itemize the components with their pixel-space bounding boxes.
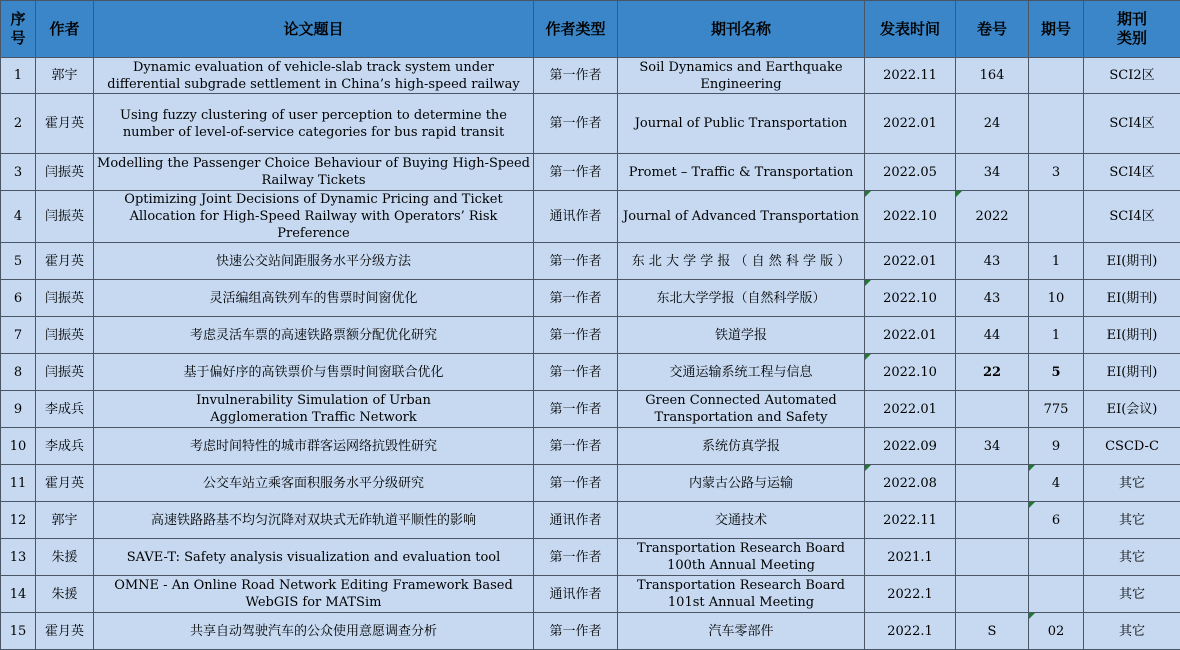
comment-marker-icon <box>1029 502 1035 508</box>
cell-issue-text: 02 <box>1048 624 1065 639</box>
cell-category: SCI4区 <box>1084 191 1180 243</box>
cell-date: 2022.1 <box>865 613 956 650</box>
cell-author: 李成兵 <box>36 391 94 428</box>
header-no: 序 号 <box>1 1 36 58</box>
cell-issue-text: 4 <box>1052 476 1060 491</box>
header-journal: 期刊名称 <box>618 1 865 58</box>
cell-category: EI(期刊) <box>1084 280 1180 317</box>
table-row <box>1 613 1180 650</box>
header-issue: 期号 <box>1029 1 1084 58</box>
cell-no: 4 <box>1 191 36 243</box>
cell-title: Modelling the Passenger Choice Behaviour of Buying High-Speed Railway Tickets <box>94 154 534 191</box>
cell-date: 2022.01 <box>865 391 956 428</box>
cell-issue: 3 <box>1029 154 1084 191</box>
cell-journal: Promet – Traffic & Transportation <box>618 154 865 191</box>
cell-author-type: 第一作者 <box>534 539 618 576</box>
cell-category: SCI2区 <box>1084 58 1180 94</box>
cell-issue: 9 <box>1029 428 1084 465</box>
cell-author-type: 第一作者 <box>534 613 618 650</box>
cell-issue-text: 6 <box>1052 513 1060 528</box>
header-volume: 卷号 <box>956 1 1029 58</box>
cell-title: 高速铁路路基不均匀沉降对双块式无砟轨道平顺性的影响 <box>94 502 534 539</box>
header-author-type: 作者类型 <box>534 1 618 58</box>
cell-author-type: 第一作者 <box>534 317 618 354</box>
cell-volume <box>956 576 1029 613</box>
cell-date: 2022.09 <box>865 428 956 465</box>
table-row <box>1 428 1180 465</box>
header-title: 论文题目 <box>94 1 534 58</box>
cell-author: 霍月英 <box>36 613 94 650</box>
cell-author: 闫振英 <box>36 354 94 391</box>
cell-volume-text: 2022 <box>975 209 1008 224</box>
cell-category: SCI4区 <box>1084 154 1180 191</box>
cell-journal: 交通技术 <box>618 502 865 539</box>
header-date: 发表时间 <box>865 1 956 58</box>
cell-journal: 东 北 大 学 学 报 （ 自 然 科 学 版 ） <box>618 243 865 280</box>
cell-date: 2022.01 <box>865 94 956 154</box>
cell-journal: Journal of Public Transportation <box>618 94 865 154</box>
cell-issue <box>1029 94 1084 154</box>
cell-volume: 43 <box>956 243 1029 280</box>
table-row <box>1 154 1180 191</box>
cell-author-type: 通讯作者 <box>534 191 618 243</box>
cell-category: 其它 <box>1084 539 1180 576</box>
table-row <box>1 317 1180 354</box>
cell-date: 2022.1 <box>865 576 956 613</box>
table-row <box>1 354 1180 391</box>
cell-no: 9 <box>1 391 36 428</box>
cell-volume: 24 <box>956 94 1029 154</box>
cell-journal: 汽车零部件 <box>618 613 865 650</box>
cell-author: 闫振英 <box>36 154 94 191</box>
table-row <box>1 576 1180 613</box>
cell-issue <box>1029 58 1084 94</box>
cell-issue <box>1029 539 1084 576</box>
cell-no: 12 <box>1 502 36 539</box>
cell-author: 霍月英 <box>36 465 94 502</box>
cell-journal: Transportation Research Board 100th Annual Meeting <box>618 539 865 576</box>
cell-title: 快速公交站间距服务水平分级方法 <box>94 243 534 280</box>
cell-title: 考虑时间特性的城市群客运网络抗毁性研究 <box>94 428 534 465</box>
cell-author: 霍月英 <box>36 243 94 280</box>
cell-journal: 内蒙古公路与运输 <box>618 465 865 502</box>
cell-date <box>865 191 956 243</box>
cell-title: 灵活编组高铁列车的售票时间窗优化 <box>94 280 534 317</box>
cell-date <box>865 354 956 391</box>
cell-journal: 东北大学学报（自然科学版） <box>618 280 865 317</box>
cell-issue: 1 <box>1029 243 1084 280</box>
cell-category: 其它 <box>1084 613 1180 650</box>
cell-issue <box>1029 502 1084 539</box>
cell-date-text: 2022.10 <box>883 365 937 380</box>
cell-category: 其它 <box>1084 465 1180 502</box>
cell-date: 2022.01 <box>865 243 956 280</box>
cell-volume <box>956 391 1029 428</box>
cell-volume: 43 <box>956 280 1029 317</box>
cell-date-text: 2022.10 <box>883 209 937 224</box>
cell-volume <box>956 502 1029 539</box>
table-row <box>1 465 1180 502</box>
cell-author: 李成兵 <box>36 428 94 465</box>
table-row <box>1 94 1180 154</box>
cell-title: OMNE - An Online Road Network Editing Framework Based WebGIS for MATSim <box>94 576 534 613</box>
cell-author-type: 第一作者 <box>534 243 618 280</box>
cell-title: Using fuzzy clustering of user perception to determine the number of level-of-service categories for bus rapid transit <box>94 94 534 154</box>
cell-volume: S <box>956 613 1029 650</box>
cell-title: 基于偏好序的高铁票价与售票时间窗联合优化 <box>94 354 534 391</box>
comment-marker-icon <box>956 191 962 197</box>
cell-journal: Transportation Research Board 101st Annual Meeting <box>618 576 865 613</box>
header-category: 期刊 类别 <box>1084 1 1180 58</box>
cell-issue <box>1029 576 1084 613</box>
cell-category: 其它 <box>1084 576 1180 613</box>
cell-date-text: 2022.10 <box>883 291 937 306</box>
table-row <box>1 280 1180 317</box>
cell-author: 闫振英 <box>36 191 94 243</box>
cell-author: 郭宇 <box>36 502 94 539</box>
cell-author-type: 第一作者 <box>534 94 618 154</box>
comment-marker-icon <box>865 191 871 197</box>
cell-title: Optimizing Joint Decisions of Dynamic Pricing and Ticket Allocation for High-Speed Railway with Operators’ Risk Preference <box>94 191 534 243</box>
cell-no: 11 <box>1 465 36 502</box>
cell-no: 13 <box>1 539 36 576</box>
cell-title: Dynamic evaluation of vehicle-slab track system under differential subgrade settlement in China’s high-speed railway <box>94 58 534 94</box>
cell-volume <box>956 191 1029 243</box>
cell-title: 共享自动驾驶汽车的公众使用意愿调查分析 <box>94 613 534 650</box>
cell-date: 2022.05 <box>865 154 956 191</box>
cell-journal: Soil Dynamics and Earthquake Engineering <box>618 58 865 94</box>
cell-no: 2 <box>1 94 36 154</box>
cell-author-type: 第一作者 <box>534 428 618 465</box>
cell-no: 5 <box>1 243 36 280</box>
header-row <box>1 1 1180 58</box>
cell-no: 8 <box>1 354 36 391</box>
cell-category: EI(期刊) <box>1084 354 1180 391</box>
comment-marker-icon <box>1029 465 1035 471</box>
cell-title: 考虑灵活车票的高速铁路票额分配优化研究 <box>94 317 534 354</box>
cell-journal: 系统仿真学报 <box>618 428 865 465</box>
comment-marker-icon <box>865 354 871 360</box>
comment-marker-icon <box>865 465 871 471</box>
cell-author-type: 第一作者 <box>534 280 618 317</box>
cell-volume: 22 <box>956 354 1029 391</box>
cell-no: 7 <box>1 317 36 354</box>
header-author: 作者 <box>36 1 94 58</box>
cell-date: 2022.01 <box>865 317 956 354</box>
cell-issue: 775 <box>1029 391 1084 428</box>
comment-marker-icon <box>1029 613 1035 619</box>
cell-author: 郭宇 <box>36 58 94 94</box>
cell-journal: Green Connected Automated Transportation and Safety <box>618 391 865 428</box>
table-row <box>1 243 1180 280</box>
table-row <box>1 391 1180 428</box>
cell-date-text: 2022.08 <box>883 476 937 491</box>
cell-no: 14 <box>1 576 36 613</box>
cell-journal: 交通运输系统工程与信息 <box>618 354 865 391</box>
cell-author-type: 第一作者 <box>534 391 618 428</box>
cell-date: 2021.1 <box>865 539 956 576</box>
cell-volume <box>956 539 1029 576</box>
cell-author-type: 第一作者 <box>534 58 618 94</box>
cell-title: Invulnerability Simulation of Urban Agglomeration Traffic Network <box>94 391 534 428</box>
cell-author-type: 通讯作者 <box>534 502 618 539</box>
cell-author: 朱援 <box>36 576 94 613</box>
comment-marker-icon <box>865 280 871 286</box>
cell-category: SCI4区 <box>1084 94 1180 154</box>
cell-volume: 44 <box>956 317 1029 354</box>
table-row <box>1 539 1180 576</box>
cell-no: 1 <box>1 58 36 94</box>
cell-category: EI(期刊) <box>1084 317 1180 354</box>
cell-author-type: 通讯作者 <box>534 576 618 613</box>
cell-author-type: 第一作者 <box>534 154 618 191</box>
cell-author-type: 第一作者 <box>534 465 618 502</box>
cell-category: EI(期刊) <box>1084 243 1180 280</box>
cell-issue <box>1029 613 1084 650</box>
table-row <box>1 58 1180 94</box>
table-row <box>1 502 1180 539</box>
cell-category: EI(会议) <box>1084 391 1180 428</box>
cell-author: 霍月英 <box>36 94 94 154</box>
cell-title: 公交车站立乘客面积服务水平分级研究 <box>94 465 534 502</box>
cell-no: 3 <box>1 154 36 191</box>
cell-date <box>865 465 956 502</box>
cell-no: 15 <box>1 613 36 650</box>
cell-journal: Journal of Advanced Transportation <box>618 191 865 243</box>
cell-author: 闫振英 <box>36 317 94 354</box>
cell-category: 其它 <box>1084 502 1180 539</box>
cell-volume: 164 <box>956 58 1029 94</box>
cell-issue: 5 <box>1029 354 1084 391</box>
cell-date: 2022.11 <box>865 58 956 94</box>
cell-no: 6 <box>1 280 36 317</box>
cell-date <box>865 280 956 317</box>
cell-journal: 铁道学报 <box>618 317 865 354</box>
cell-author: 闫振英 <box>36 280 94 317</box>
cell-issue: 10 <box>1029 280 1084 317</box>
cell-issue: 1 <box>1029 317 1084 354</box>
cell-volume <box>956 465 1029 502</box>
cell-category: CSCD-C <box>1084 428 1180 465</box>
cell-author: 朱援 <box>36 539 94 576</box>
cell-no: 10 <box>1 428 36 465</box>
table-row <box>1 191 1180 243</box>
cell-issue <box>1029 465 1084 502</box>
cell-date: 2022.11 <box>865 502 956 539</box>
cell-volume: 34 <box>956 428 1029 465</box>
cell-issue <box>1029 191 1084 243</box>
cell-volume: 34 <box>956 154 1029 191</box>
cell-title: SAVE-T: Safety analysis visualization and evaluation tool <box>94 539 534 576</box>
cell-author-type: 第一作者 <box>534 354 618 391</box>
